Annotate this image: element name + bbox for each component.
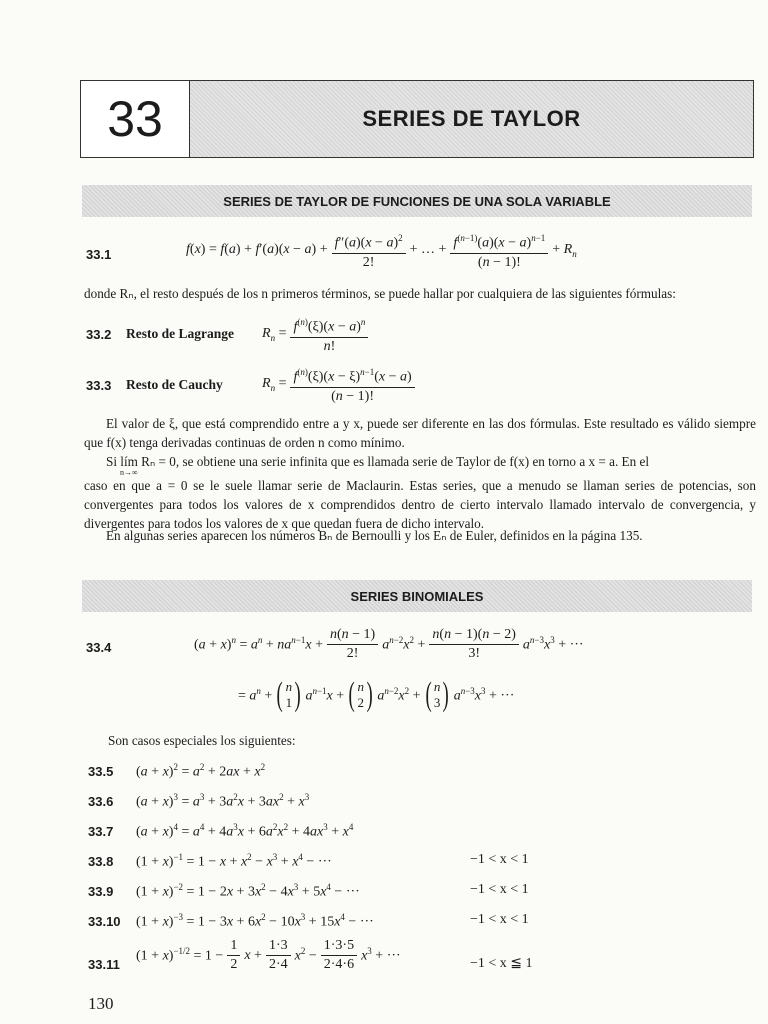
condition-text: −1 < x ≦ 1 (470, 956, 533, 971)
chapter-header (80, 80, 754, 158)
formula-binomial: $(a + x)^n = a^n + na^{n-1}x$ + $\frac{n(n - 1)}{2!}$ $a^{n-2}x^2$ + $\frac{n(n - 1)(n - 2)}{3!}$ $a^{n-3}x^3$ + ··· (194, 627, 584, 661)
page-number: 130 (88, 994, 114, 1013)
formula-inverse-square: $(1 + x)^{-2} = 1 - 2x + 3x^2 - 4x^3 + 5x^4$ − ··· (136, 882, 360, 900)
formula-inverse-sqrt: $(1 + x)^{-1/2} = 1$ − $\frac{1}{2}$ x + $\frac{1\cdot 3}{2\cdot 4}$ $x^2$ − $\frac{1\cdot 3\cdot 5}{2\cdot 4\cdot 6}$ $x^3$ + ··· (136, 938, 401, 972)
formula-number: 33.6 (88, 794, 114, 809)
formula-number: 33.9 (88, 884, 114, 899)
formula-number: 33.11 (88, 957, 120, 972)
formula-number: 33.8 (88, 854, 114, 869)
formula-number: 33.7 (88, 824, 114, 839)
label-cauchy: Resto de Cauchy (126, 377, 223, 392)
paragraph-bernoulli: En algunas series aparecen los números Bₙ de Bernoulli y los Eₙ de Euler, definidos en la página 135. (106, 528, 643, 543)
formula-fourth: $(a + x)^4 = a^4 + 4a^3x + 6a^2x^2 + 4ax^3 + x^4$ (136, 822, 354, 840)
section-title-taylor: SERIES DE TAYLOR DE FUNCIONES DE UNA SOLA VARIABLE (82, 185, 752, 217)
formula-square: $(a + x)^2 = a^2 + 2ax + x^2$ (136, 762, 266, 780)
condition-text: −1 < x < 1 (470, 852, 529, 867)
condition-text: −1 < x < 1 (470, 882, 529, 897)
formula-inverse: $(1 + x)^{-1} = 1 - x + x^2 - x^3 + x^4$ − ··· (136, 852, 332, 870)
formula-number: 33.1 (86, 247, 112, 262)
formula-number: 33.5 (88, 764, 114, 779)
formula-inverse-cube: $(1 + x)^{-3} = 1 - 3x + 6x^2 - 10x^3 + 15x^4$ − ··· (136, 912, 374, 930)
paragraph-donde: donde Rₙ, el resto después de los n primeros términos, se puede hallar por cualquiera de las siguientes fórmulas: (84, 286, 676, 301)
chapter-number: 33 (81, 81, 190, 157)
paragraph-limit-a: Si lím Rₙ = 0, se obtiene una serie infinita que es llamada serie de Taylor de f(x) en torno a x = a. En el (106, 454, 650, 469)
paragraph-xi: El valor de ξ, que está comprendido entre a y x, puede ser diferente en las dos fórmulas. Este resultado es válido siempre que f(x) tenga derivadas continuas de orden n como mínimo. (84, 416, 756, 450)
formula-cauchy: $R_n$ = $\frac{f^{(n)}(\xi)(x - \xi)^{n-1}(x - a)}{(n - 1)!}$ (262, 364, 419, 405)
formula-number: 33.4 (86, 640, 112, 655)
formula-number: 33.3 (86, 378, 112, 393)
paragraph-limit-b: caso en que a = 0 se le suele llamar serie de Maclaurin. Estas series, que a menudo se llaman series de potencias, son convergentes para todos los valores de x comprendidos dentro de cierto intervalo llamado intervalo de convergencia, y divergentes para todos los valores de x que quedan fuera de dicho intervalo. (84, 478, 756, 531)
limit-subscript: n→∞ (120, 468, 138, 477)
condition-text: −1 < x < 1 (470, 912, 529, 927)
label-lagrange: Resto de Lagrange (126, 326, 234, 341)
formula-taylor: f(x) = f(a) + f′(a)(x − a) + $\frac{f''(a)(x - a)^2}{2!}$ + … + $\frac{f^{(n-1)}(a)(x - a)^{n-1}}{(n - 1)!}$ + $R_n$ (186, 230, 577, 271)
formula-binomial-coefficients: = $a^n$ + ( n 1 ) $a^{n-1}x$ + ( n 2 ) $a^{n-2}x^2$ + ( n 3 ) $a^{n-3}x^3$ + ··· (238, 676, 515, 713)
formula-number: 33.10 (88, 914, 121, 929)
chapter-title: SERIES DE TAYLOR (190, 81, 753, 157)
paragraph-special: Son casos especiales los siguientes: (108, 733, 296, 748)
formula-lagrange: $R_n$ = $\frac{f^{(n)}(\xi)(x - a)^n}{n!}$ (262, 314, 372, 355)
formula-cube: $(a + x)^3 = a^3 + 3a^2x + 3ax^2 + x^3$ (136, 792, 310, 810)
section-title-binomial: SERIES BINOMIALES (82, 580, 752, 612)
formula-number: 33.2 (86, 327, 112, 342)
